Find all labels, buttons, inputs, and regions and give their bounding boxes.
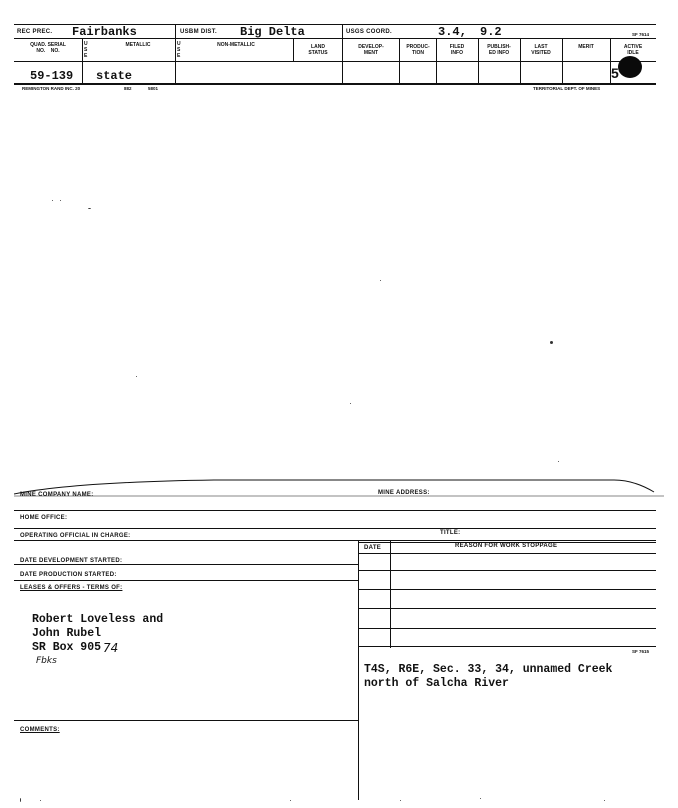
title-label: TITLE: xyxy=(440,530,461,536)
col-last-visited: LAST VISITED xyxy=(531,44,551,56)
date-development-label: DATE DEVELOPMENT STARTED: xyxy=(20,558,123,564)
speck xyxy=(290,800,291,801)
divider xyxy=(342,38,343,83)
col-development: DEVELOP- MENT xyxy=(358,44,384,56)
rule xyxy=(358,553,656,554)
rule xyxy=(14,540,656,541)
location-line-1: T4S, R6E, Sec. 33, 34, unnamed Creek xyxy=(364,663,613,676)
divider xyxy=(175,24,176,38)
rule xyxy=(14,720,358,721)
lessee-handwritten: Fbks xyxy=(36,656,57,666)
divider xyxy=(358,540,359,800)
speck xyxy=(88,208,91,209)
rule xyxy=(14,564,358,565)
rule xyxy=(358,646,656,647)
leases-offers-label: LEASES & OFFERS - TERMS OF: xyxy=(20,585,123,591)
speck xyxy=(480,798,481,799)
rule xyxy=(14,528,656,529)
lessee-line-2: John Rubel xyxy=(32,627,102,640)
underline xyxy=(26,83,76,84)
print-code-a: 882 xyxy=(124,86,132,91)
col-quad-serial: QUAD. SERIAL NO. NO. xyxy=(30,42,66,54)
punch-hole xyxy=(618,56,642,78)
speck xyxy=(558,461,559,462)
rule xyxy=(14,83,656,85)
lessee-line-3: SR Box 905 xyxy=(32,641,102,654)
active-mark: 5 xyxy=(611,65,619,81)
col-filed-info: FILED INFO xyxy=(449,44,465,56)
record-number: 59-139 xyxy=(30,69,74,83)
speck xyxy=(604,800,605,801)
divider xyxy=(175,38,176,83)
date-production-label: DATE PRODUCTION STARTED: xyxy=(20,572,117,578)
divider xyxy=(293,38,294,61)
form-number-2: SF 7615 xyxy=(632,649,650,654)
rec-prec-value: Fairbanks xyxy=(72,25,137,39)
col-published-info: PUBLISH- ED INFO xyxy=(487,44,511,56)
col-land-status: LAND STATUS xyxy=(308,44,328,56)
divider xyxy=(82,38,83,83)
col-metallic: METALLIC xyxy=(125,42,151,48)
rule xyxy=(358,608,656,609)
form-number: SF 7614 xyxy=(632,32,650,37)
rule xyxy=(14,61,656,62)
rec-prec-label: REC PREC. xyxy=(17,29,53,35)
location-line-2: north of Salcha River xyxy=(364,677,509,690)
col-merit: MERIT xyxy=(578,44,594,50)
mine-address-label: MINE ADDRESS: xyxy=(378,490,430,496)
printer-credit: REMINGTON RAND INC. 20 xyxy=(22,86,81,91)
mine-company-name-label: MINE COMPANY NAME: xyxy=(20,492,94,498)
rule xyxy=(358,570,656,571)
record-status: state xyxy=(96,69,133,83)
speck xyxy=(60,200,61,201)
print-code-b: 5801 xyxy=(148,86,159,91)
divider xyxy=(342,24,343,38)
usgs-coord-label: USGS COORD. xyxy=(346,29,392,35)
lessee-hand-digits: 74 xyxy=(103,641,119,655)
speck xyxy=(52,200,53,201)
col-non-metallic: NON-METALLIC xyxy=(217,42,255,48)
speck xyxy=(550,341,553,344)
usgs-dist-label: USBM DIST. xyxy=(180,29,218,35)
department: TERRITORIAL DEPT. OF MINES xyxy=(533,86,601,91)
operating-official-label: OPERATING OFFICIAL IN CHARGE: xyxy=(20,533,131,539)
comments-label: COMMENTS: xyxy=(20,727,60,733)
date-column-label: DATE xyxy=(364,545,382,551)
rule xyxy=(14,510,656,511)
col-use-a: U S E xyxy=(84,41,88,59)
rule xyxy=(358,628,656,629)
speck xyxy=(40,800,41,801)
reason-column-label: REASON FOR WORK STOPPAGE xyxy=(455,543,558,549)
speck xyxy=(136,376,137,377)
rule xyxy=(14,580,358,581)
col-production: PRODUC- TION xyxy=(406,44,430,56)
coord-a: 3.4, xyxy=(438,25,467,39)
usgs-dist-value: Big Delta xyxy=(240,25,305,39)
speck xyxy=(350,403,351,404)
card-edge xyxy=(14,474,664,498)
coord-b: 9.2 xyxy=(480,25,502,39)
speck xyxy=(400,800,401,801)
speck xyxy=(380,280,381,281)
home-office-label: HOME OFFICE: xyxy=(20,515,68,521)
col-use-b: U S E xyxy=(177,41,181,59)
col-active: ACTIVE IDLE xyxy=(623,44,643,56)
rule xyxy=(358,589,656,590)
speck xyxy=(20,798,21,802)
lessee-line-1: Robert Loveless and xyxy=(32,613,164,626)
divider xyxy=(390,540,391,648)
